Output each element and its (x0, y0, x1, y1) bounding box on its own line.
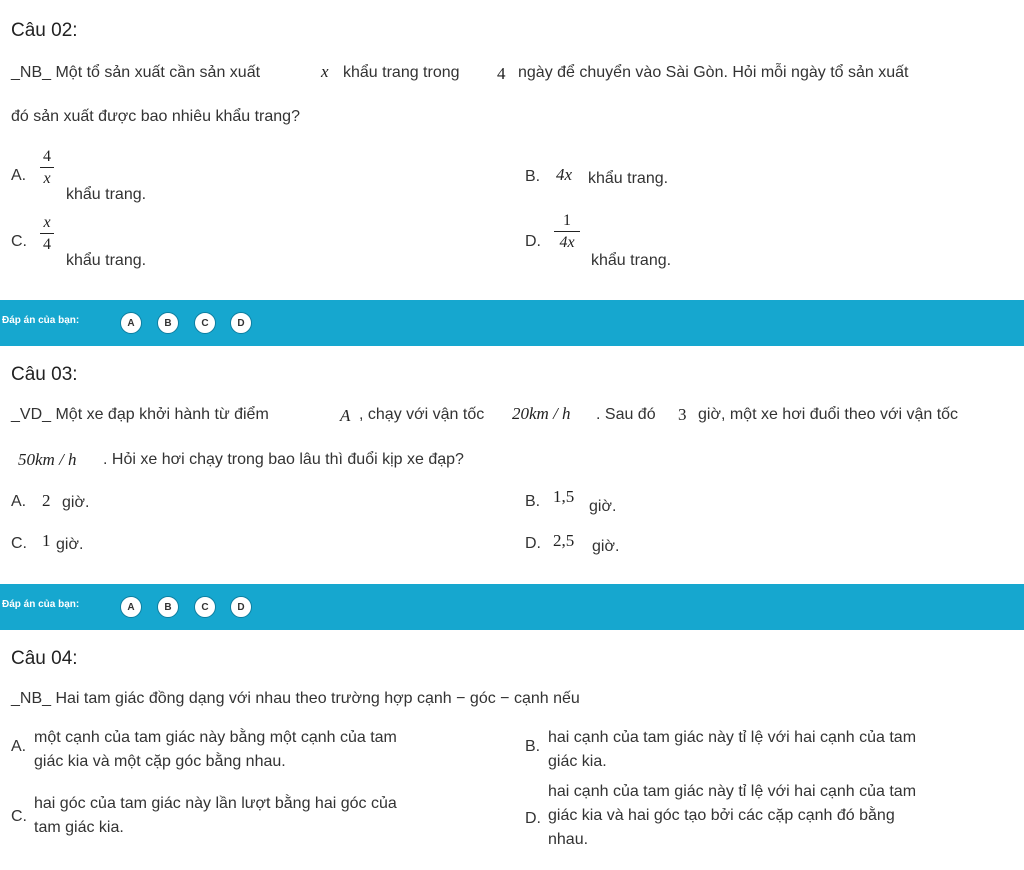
answer-choice-c[interactable]: C (194, 312, 216, 334)
q02-option-c-denominator: 4 (43, 236, 51, 253)
q02-option-a-unit: khẩu trang. (66, 186, 147, 203)
answer-choice-c[interactable]: C (194, 596, 216, 618)
q04-option-a-letter[interactable]: A. (11, 738, 27, 755)
q02-option-b-unit: khẩu trang. (588, 170, 669, 187)
answer-bar-q03 (0, 584, 1024, 630)
question-03-title: Câu 03: (11, 364, 78, 385)
question-04-title: Câu 04: (11, 648, 78, 669)
q02-option-b-expr: 4x (556, 165, 573, 184)
q03-option-b-letter[interactable]: B. (525, 493, 541, 510)
q04-option-a-line1: một cạnh của tam giác này bằng một cạnh của tam (34, 729, 397, 746)
q03-option-b-value: 1,5 (553, 487, 575, 506)
q02-option-c-letter[interactable]: C. (11, 233, 27, 250)
q04-option-b-text (548, 726, 1018, 774)
q04-option-b-letter[interactable]: B. (525, 738, 541, 755)
q02-option-c-unit: khẩu trang. (66, 252, 147, 269)
q04-option-c-line2: tam giác kia. (34, 819, 124, 836)
question-02-text-line2: đó sản xuất được bao nhiêu khẩu trang? (11, 108, 300, 125)
answer-choice-b[interactable]: B (157, 312, 179, 334)
question-03-point: A (340, 406, 351, 425)
q04-option-d-line2: giác kia và hai góc tạo bởi các cặp cạnh đó bằng (548, 807, 895, 824)
q02-option-b-letter[interactable]: B. (525, 168, 541, 185)
question-02-text-part1: _NB_ Một tổ sản xuất cần sản xuất (11, 64, 261, 81)
question-04-text: _NB_ Hai tam giác đồng dạng với nhau theo trường hợp cạnh − góc − cạnh nếu (11, 690, 580, 707)
q02-option-c-numerator: x (43, 214, 51, 231)
q04-option-a-line2: giác kia và một cặp góc bằng nhau. (34, 753, 286, 770)
q04-option-d-text (548, 780, 1018, 852)
question-03-text-line2: . Hỏi xe hơi chạy trong bao lâu thì đuổi kịp xe đạp? (103, 451, 464, 468)
question-02-var-x: x (321, 62, 329, 81)
answer-choice-b[interactable]: B (157, 596, 179, 618)
q04-option-a-text (34, 726, 504, 774)
answer-bar-q02 (0, 300, 1024, 346)
answer-bar-label: Đáp án của bạn: (2, 315, 80, 326)
q02-option-a-letter[interactable]: A. (11, 167, 27, 184)
q03-option-d-value: 2,5 (553, 531, 575, 550)
question-02-text-part2: khẩu trang trong (343, 64, 460, 81)
answer-choice-d[interactable]: D (230, 596, 252, 618)
question-03-hours: 3 (678, 405, 687, 424)
q03-option-c-unit: giờ. (56, 536, 84, 553)
q02-option-d-fraction (554, 212, 580, 251)
q02-option-a-fraction (40, 148, 54, 187)
q02-option-a-denominator: x (43, 170, 51, 187)
answer-choice-a[interactable]: A (120, 312, 142, 334)
q04-option-c-text (34, 792, 504, 840)
q04-option-c-line1: hai góc của tam giác này lần lượt bằng hai góc của (34, 795, 397, 812)
q03-option-d-unit: giờ. (592, 538, 620, 555)
question-03-text-part4: giờ, một xe hơi đuổi theo với vận tốc (698, 406, 959, 423)
q02-option-d-denominator: 4x (559, 234, 575, 251)
q02-option-d-letter[interactable]: D. (525, 233, 541, 250)
q02-option-d-unit: khẩu trang. (591, 252, 672, 269)
question-03-text-part1: _VD_ Một xe đạp khởi hành từ điểm (11, 406, 269, 423)
q03-option-a-unit: giờ. (62, 494, 90, 511)
q04-option-d-line3: nhau. (548, 831, 589, 848)
answer-bar-label: Đáp án của bạn: (2, 599, 80, 610)
q02-option-a-numerator: 4 (43, 148, 51, 165)
q03-option-c-value: 1 (42, 531, 51, 550)
q02-option-c-fraction (40, 214, 54, 253)
q04-option-d-line1: hai cạnh của tam giác này tỉ lệ với hai cạnh của tam (548, 783, 917, 800)
fraction-bar (40, 233, 54, 234)
question-03-text-part2: , chạy với vận tốc (359, 406, 485, 423)
question-02-text-part3: ngày để chuyển vào Sài Gòn. Hỏi mỗi ngày tổ sản xuất (518, 64, 909, 81)
q02-option-d-numerator: 1 (563, 212, 571, 229)
fraction-bar (40, 167, 54, 168)
fraction-bar (554, 231, 580, 232)
q03-option-a-letter[interactable]: A. (11, 493, 27, 510)
q04-option-d-letter[interactable]: D. (525, 810, 541, 827)
q03-option-d-letter[interactable]: D. (525, 535, 541, 552)
q03-option-b-unit: giờ. (589, 498, 617, 515)
question-02-title: Câu 02: (11, 20, 78, 41)
q03-option-a-value: 2 (42, 491, 51, 510)
question-02-num-4: 4 (497, 64, 506, 83)
q03-option-c-letter[interactable]: C. (11, 535, 27, 552)
q04-option-b-line2: giác kia. (548, 753, 607, 770)
question-03-speed1: 20km / h (512, 404, 571, 423)
answer-choice-a[interactable]: A (120, 596, 142, 618)
q04-option-b-line1: hai cạnh của tam giác này tỉ lệ với hai cạnh của tam (548, 729, 917, 746)
question-03-speed2: 50km / h (18, 450, 77, 469)
q04-option-c-letter[interactable]: C. (11, 808, 27, 825)
question-03-text-part3: . Sau đó (596, 406, 656, 423)
answer-choice-d[interactable]: D (230, 312, 252, 334)
